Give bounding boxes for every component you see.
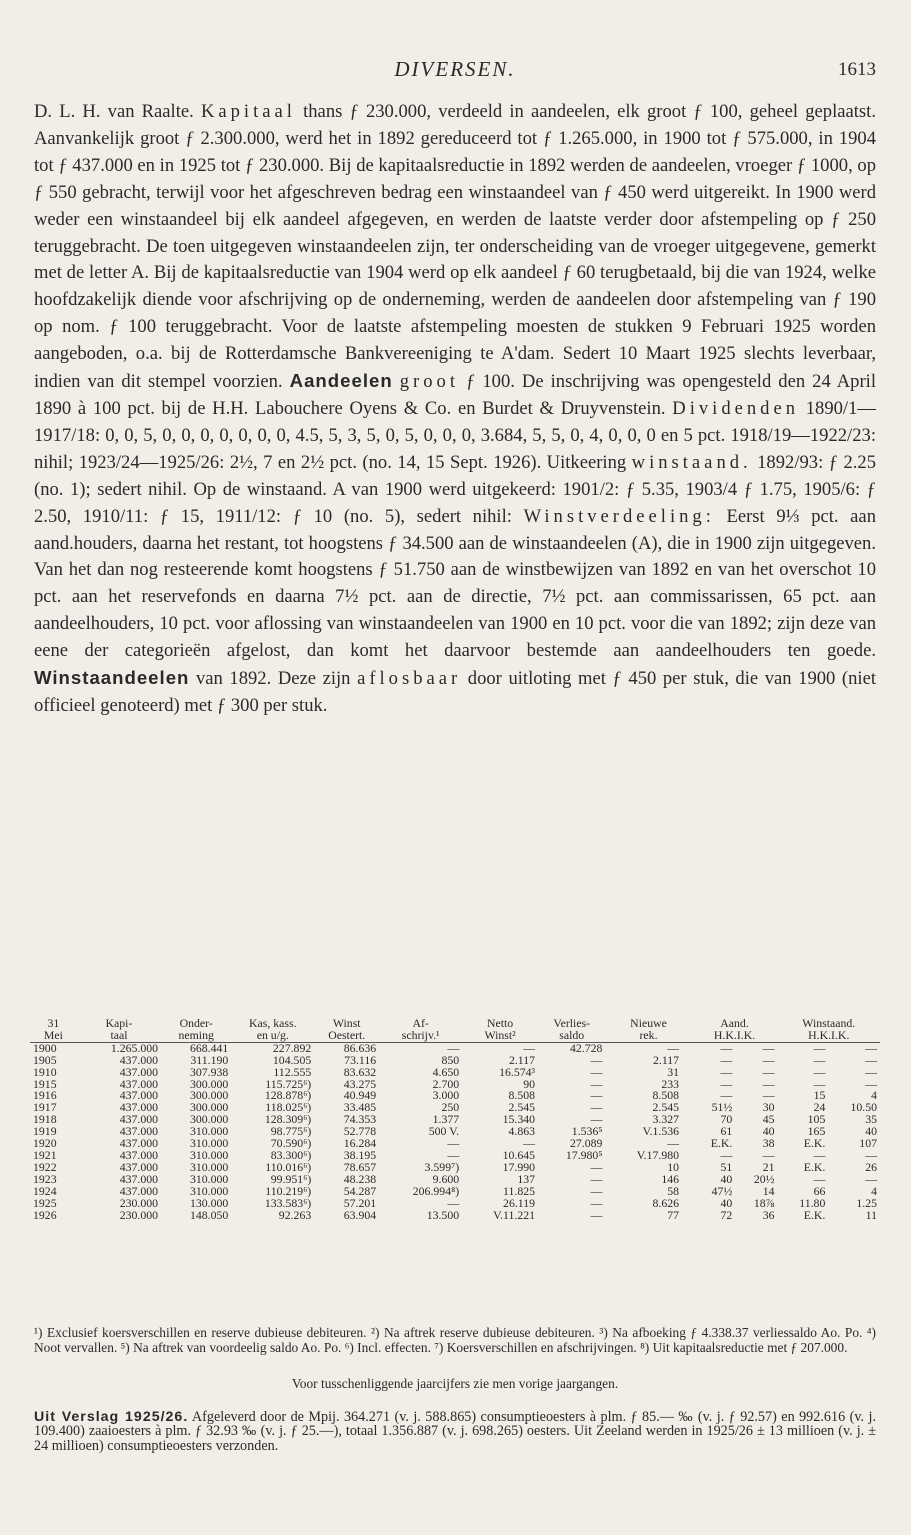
table-cell: 437.000 [119,1076,159,1091]
table-cell: E.K. [803,1207,826,1222]
table-cell [682,1102,692,1114]
redemption-text: door uitloting met ƒ 450 per stuk, die van 1900 (niet officieel genoteerd) met ƒ 300 per stuk. [34,668,876,716]
table-header-cell: taal [77,1030,161,1042]
dividend-text: 1890/1—1917/18: 0, 0, 5, 0, 0, 0, 0, 0, 0, 0, 4.5, 5, 3, 5, 0, 5, 0, 0, 0, 3.684, 5, 5, 0, 4, 0, 0, 0 en 5 pct. 1918/19—1922/23: nihil; 1923/24—1925/26: 2½, 7 en 2½ pct. (no. 14, 15 Sept. 1926). Uitkeering [34,397,876,473]
table-cell: 72 [720,1207,733,1222]
table-cell: 227.892 [272,1040,312,1055]
table-cell: 1905 [33,1052,57,1067]
table-cell: 310.000 [189,1171,229,1186]
table-cell: 437.000 [119,1171,159,1186]
table-cell: 3.327 [652,1112,680,1127]
footnotes: ¹) Exclusief koersverschillen en reserve dubieuse debiteuren. ²) Na aftrek reserve dubieuse debiteuren. ³) Na afboeking ƒ 4.338.37 verliessaldo Ao. Po. ⁴) Noot vervallen. ⁵) Na aftrek van voordeelig saldo Ao. Po. ⁶) Incl. effecten. ⁷) Koersverschillen en afschrijvingen. ⁸) Uit kapitaalsreductie met ƒ 207.000. [34,1325,876,1355]
table-cell: — [590,1207,603,1222]
table-cell: — [447,1040,460,1055]
table-cell: — [720,1052,733,1067]
table-cell: 233 [661,1076,680,1091]
table-cell: 58 [667,1183,680,1198]
table-header-cell: Winstaand. [802,1016,856,1030]
table-cell [682,1090,692,1102]
table-cell: 148.050 [189,1207,229,1222]
table-cell: — [865,1076,877,1091]
table-cell: 115.725⁶) [265,1076,312,1091]
winstaand-label: winstaand. [631,451,752,473]
table-cell: 1915 [33,1076,57,1091]
table-cell: 70.590⁶) [270,1136,312,1151]
table-cell: 310.000 [189,1159,229,1174]
table-cell [682,1055,692,1067]
company-entry [34,99,876,720]
table-cell: 437.000 [119,1088,159,1103]
table-cell: — [762,1040,775,1055]
table-cell: 1916 [33,1088,57,1103]
table-cell: 36 [762,1207,775,1222]
table-cell: 668.441 [189,1040,229,1055]
table-cell: 74.353 [343,1112,377,1127]
table-cell: 66 [813,1183,826,1198]
profit-distribution-text: Eerst 9⅓ pct. aan aand.houders, daarna het restant, tot hoogstens ƒ 34.500 aan de winstaandeelen (A), die in 1900 zijn uitgegeven. Van het dan nog resteerende komt hoogstens ƒ 51.750 aan de winstbewijzen van 1892 en van het overschot 10 pct. aan het reservefonds en daarna 7½ pct. aan de directie, 7½ pct. aan commissarissen, 65 pct. aan aandeelhouders, 10 pct. voor aflossing van winstaandeelen van 1900 en 10 pct. voor die van 1892; zijn deze van eene der categorieën afgelost, dan komt het daarvoor bestemde aan aandeelhouders ten goede. [34,505,876,662]
table-cell: 850 [441,1052,460,1067]
table-cell: 11 [865,1207,877,1222]
verslag-text: Afgeleverd door de Mpij. 364.271 (v. j. 588.865) consumptieoesters à plm. ƒ 85.— ‰ (v. j. ƒ 92.57) en 992.616 (v. j. 109.400) zaaioesters à plm. ƒ 32.93 ‰ (v. j. ƒ 25.—), totaal 1.356.887 (v. j. 698.265) oesters. Uit Zeeland werden in 1925/26 ± 13 millioen (v. j. ± 24 millioen) consumptieoesters verzonden. [34,1409,876,1454]
table-cell: 4 [871,1088,877,1103]
dividenden-heading: Dividenden [672,397,800,419]
table-cell: 63.904 [343,1207,377,1222]
kapitaal-heading: Kapitaal [200,101,296,122]
table-cell: 35 [865,1112,877,1127]
table-cell: 437.000 [119,1183,159,1198]
table-cell: — [762,1076,775,1091]
table-cell: 92.263 [278,1207,312,1222]
table-cell: E.K. [803,1159,826,1174]
table-cell: 118.025⁶) [265,1100,312,1115]
table-cell: 24 [813,1100,826,1115]
table-cell: 83.300⁶) [270,1147,312,1162]
table-cell [682,1210,692,1222]
page-title: DIVERSEN. [394,57,516,81]
table-body [30,1042,880,1221]
table-cell: 38 [762,1136,775,1151]
table-cell: — [762,1052,775,1067]
table-cell: — [720,1064,733,1079]
table-cell [682,1067,692,1079]
table-cell [682,1126,692,1138]
table-cell: 26 [865,1159,877,1174]
table-cell: 15.340 [502,1112,536,1127]
table-cell: 2.117 [652,1052,680,1067]
table-cell: — [590,1112,603,1127]
table-cell: 51½ [711,1100,733,1115]
table-cell: 11.825 [503,1183,536,1198]
table-cell: 437.000 [119,1052,159,1067]
table-cell: 2.545 [652,1100,680,1115]
table-cell: 128.309⁶) [264,1112,312,1127]
table-header-cell: H.K.I.K. [692,1030,778,1042]
table-cell: 300.000 [189,1100,229,1115]
table-cell: 78.657 [343,1159,377,1174]
table-cell [682,1138,692,1150]
table-cell: — [762,1088,775,1103]
table-cell: 43.275 [343,1076,377,1091]
table-cell: 1.25 [856,1195,877,1210]
table-cell: 500 V. [428,1124,460,1139]
table-cell [682,1150,692,1162]
table-header [30,1018,880,1042]
table-cell: — [720,1147,733,1162]
table-cell [682,1174,692,1186]
table-cell: — [865,1040,877,1055]
table-cell: 110.016⁶) [265,1159,312,1174]
table-cell: 1.265.000 [110,1040,159,1055]
table-cell: 51 [720,1159,733,1174]
table-cell: 27.089 [570,1136,603,1151]
table-cell: 42.728 [570,1040,603,1055]
table-cell: 206.994⁸) [412,1183,460,1198]
table-cell: 1918 [33,1112,57,1127]
table-cell: 250 [441,1100,460,1115]
table-header-cell: Winst² [462,1030,538,1042]
page-header [34,55,876,85]
table-header-cell: Onder- [179,1016,213,1030]
table-cell: 40 [865,1124,877,1139]
table-cell: 112.555 [273,1064,312,1079]
table-cell: E.K. [710,1136,733,1151]
table-cell: — [720,1088,733,1103]
table-cell: 54.287 [343,1183,377,1198]
verslag-heading: Uit Verslag 1925/26. [34,1409,189,1425]
table-cell: 18⅞ [753,1195,775,1210]
table-cell: 4.650 [432,1064,460,1079]
table-cell: V.17.980 [636,1147,680,1162]
table-cell: 437.000 [119,1159,159,1174]
table-cell: 437.000 [119,1100,159,1115]
table-cell: — [590,1076,603,1091]
table-cell: — [590,1100,603,1115]
table-header-cell: Mei [30,1030,77,1042]
table-header-cell: 31 [47,1016,60,1030]
table-cell: 1900 [33,1040,57,1055]
table-header-cell: Kapi- [105,1016,133,1030]
table-cell: — [813,1171,826,1186]
table-cell: — [813,1147,826,1162]
table-cell: — [447,1136,460,1151]
table-cell [682,1042,692,1054]
table-cell: 10.50 [850,1100,877,1115]
table-cell: 30 [762,1100,775,1115]
table-cell: 1.536⁵ [571,1124,603,1139]
table-cell: 130.000 [189,1195,229,1210]
table-cell: 1920 [33,1136,57,1151]
table-cell: 26.119 [503,1195,536,1210]
table-header-cell: Netto [486,1016,514,1030]
table-cell: 48.238 [343,1171,377,1186]
aandeelen-heading: Aandeelen [289,370,393,392]
table-row [30,1210,880,1222]
table-cell: 1917 [33,1100,57,1115]
groot-label: groot [399,371,459,393]
table-cell: — [813,1040,826,1055]
table-cell: 165 [807,1124,826,1139]
table-cell: 73.116 [344,1052,377,1067]
table-cell: 437.000 [119,1064,159,1079]
table-cell: 16.574³ [499,1064,536,1079]
table-cell: 2.545 [508,1100,536,1115]
table-cell: 17.980⁵ [565,1147,603,1162]
table-cell: 33.485 [343,1100,377,1115]
table-cell [682,1198,692,1210]
table-cell: 230.000 [119,1207,159,1222]
table-cell: 1919 [33,1124,57,1139]
table-header-cell: neming [161,1030,231,1042]
table-cell: 45 [762,1112,775,1127]
table-cell: 1921 [33,1147,57,1162]
table-cell: V.11.221 [493,1207,536,1222]
table-cell: — [447,1147,460,1162]
winstaandeelen-text: van 1892. Deze zijn [189,668,358,690]
table-cell: 61 [720,1124,733,1139]
table-cell [682,1186,692,1198]
table-cell: 1.377 [432,1112,460,1127]
table-cell: 300.000 [189,1088,229,1103]
table-cell: — [590,1052,603,1067]
table-cell: 146 [661,1171,680,1186]
table-header-cell: Aand. [720,1016,749,1030]
winstaand-text: 1892/93: ƒ 2.25 (no. 1); sedert nihil. Op de winstaand. A van 1900 werd uitgekeerd: 1901/2: ƒ 5.35, 1903/4 ƒ 1.75, 1905/6: ƒ 2.50, 1910/11: ƒ 15, 1911/12: ƒ 10 (no. 5), sedert nihil: [34,451,876,527]
aflosbaar-label: aflosbaar [357,668,462,690]
table-cell: 1924 [33,1183,57,1198]
table-cell: — [590,1183,603,1198]
table-cell: — [590,1171,603,1186]
table-header-cell: saldo [538,1030,605,1042]
table-cell: 14 [762,1183,775,1198]
table-cell: 40.949 [343,1088,377,1103]
table-cell: 133.583⁶) [264,1195,312,1210]
table-cell: 310.000 [189,1183,229,1198]
table-cell: — [720,1040,733,1055]
table-cell: 311.190 [190,1052,229,1067]
table-cell: 110.219⁶) [265,1183,312,1198]
table-cell: 1925 [33,1195,57,1210]
table-cell: 9.600 [432,1171,460,1186]
table-cell: — [762,1147,775,1162]
table-cell: 70 [720,1112,733,1127]
annual-report-excerpt [34,1410,876,1453]
interim-figures-note: Voor tusschenliggende jaarcijfers zie men vorige jaargangen. [291,1376,619,1391]
table-cell: 300.000 [189,1076,229,1091]
table-cell: 8.508 [508,1088,536,1103]
table-cell: 310.000 [189,1147,229,1162]
capital-text: thans ƒ 230.000, verdeeld in aandeelen, elk groot ƒ 100, geheel geplaatst. Aanvankelijk groot ƒ 2.300.000, werd het in 1892 gereduceerd tot ƒ 1.265.000, in 1900 tot ƒ 575.000, in 1904 tot ƒ 437.000 en in 1925 tot ƒ 230.000. Bij de kapitaalsreductie in 1892 werden de aandeelen, vroeger ƒ 1000, op ƒ 550 gebracht, terwijl voor het afgeschreven bedrag een winstaandeel van ƒ 450 werd uitgereikt. In 1900 werd weder een winstaandeel bij elk aandeel afgegeven, en werden de laatste verder door afstempeling op ƒ 250 teruggebracht. De toen uitgegeven winstaandeelen zijn, ter onderscheiding van de vroeger uitgegevene, gemerkt met de letter A. Bij de kapitaalsreductie van 1904 werd op elk aandeel ƒ 60 terugbetaald, bij die van 1924, welke hoofdzakelijk diende voor afschrijving op de onderneming, werden de aandeelen door afstempeling van ƒ 190 op nom. ƒ 100 teruggebracht. Voor de laatste afstempeling moesten de stukken 9 Februari 1925 worden aangeboden, o.a. bij de Rotterdamsche Bankvereeniging te A'dam. Sedert 10 Maart 1925 slechts leverbaar, indien van dit stempel voorzien. [34,101,876,393]
table-cell: — [523,1136,536,1151]
table-cell: 21 [762,1159,775,1174]
table-cell: — [590,1064,603,1079]
table-cell: 1910 [33,1064,57,1079]
table-cell: 83.632 [343,1064,377,1079]
table-cell: — [720,1076,733,1091]
table-header-cell: schrijv.¹ [379,1030,462,1042]
table-cell: — [590,1088,603,1103]
table-cell: — [667,1136,680,1151]
table-cell: 98.775⁶) [270,1124,312,1139]
table-cell: 17.990 [502,1159,536,1174]
table-cell: 230.000 [119,1195,159,1210]
table-cell [682,1079,692,1091]
table-cell: 11.80 [799,1195,826,1210]
entry-intro: D. L. H. van Raalte. [34,101,201,122]
table-header-cell: Oestert. [314,1030,379,1042]
table-header-cell: Nieuwe [630,1016,667,1030]
shares-text: ƒ 100. De inschrijving was opengesteld den 24 April 1890 à 100 pct. bij de H.H. Labouchere Oyens & Co. en Burdet & Druyvenstein. [34,371,877,419]
table-header-cell: Af- [412,1016,429,1030]
table-cell: 437.000 [119,1136,159,1151]
page-number: 1613 [838,59,876,80]
table-cell: — [523,1040,536,1055]
table-cell: E.K. [803,1136,826,1151]
table-cell: 52.778 [343,1124,377,1139]
table-cell: — [865,1171,877,1186]
table-cell: 10 [667,1159,680,1174]
table-cell [682,1162,692,1174]
winstverdeeling-heading: Winstverdeeling: [523,505,715,527]
table-header-cell: rek. [605,1030,691,1042]
table-cell: 99.951⁶) [270,1171,312,1186]
table-cell: 4 [871,1183,877,1198]
table-cell: V.1.536 [642,1124,680,1139]
financial-table [30,1018,880,1221]
table-header-cell: H.K.I.K. [778,1030,880,1042]
table-cell: — [865,1052,877,1067]
table-cell: — [813,1052,826,1067]
table-cell: — [813,1076,826,1091]
table-header-cell: Kas, kass. [249,1016,297,1030]
table-cell: 38.195 [343,1147,377,1162]
table-cell: 16.284 [343,1136,377,1151]
table-cell: 1923 [33,1171,57,1186]
winstaandeelen-heading: Winstaandeelen [34,667,190,689]
table-cell: 57.201 [343,1195,377,1210]
table-cell: 1926 [33,1207,57,1222]
table-cell: 128.878⁶) [264,1088,312,1103]
table-cell: 31 [667,1064,680,1079]
table-cell: 300.000 [189,1112,229,1127]
table-cell: 20½ [753,1171,775,1186]
table-cell: 105 [807,1112,826,1127]
table-cell: 47½ [711,1183,733,1198]
table-cell: 137 [517,1171,536,1186]
table-cell: 40 [762,1124,775,1139]
table-cell: 90 [523,1076,536,1091]
table-cell: — [590,1195,603,1210]
table-cell: — [865,1147,877,1162]
table-cell: 13.500 [426,1207,460,1222]
table-cell: — [590,1159,603,1174]
table-cell: 86.636 [343,1040,377,1055]
table-cell: 3.599⁷) [424,1159,460,1174]
table-cell: — [667,1040,680,1055]
table-cell: — [447,1195,460,1210]
table-cell: 4.863 [508,1124,536,1139]
table-cell: 437.000 [119,1147,159,1162]
table-cell: — [813,1064,826,1079]
table-header-cell: en u/g. [231,1030,314,1042]
table-cell: 104.505 [272,1052,312,1067]
table-cell: 10.645 [502,1147,536,1162]
table-cell: — [762,1064,775,1079]
table-cell: — [865,1064,877,1079]
table-header-cell: Verlies- [553,1016,591,1030]
table-cell: 437.000 [119,1124,159,1139]
table-cell: 8.508 [652,1088,680,1103]
table-header-cell: Winst [332,1016,361,1030]
table-cell: 437.000 [119,1112,159,1127]
table-cell [682,1114,692,1126]
table-cell: 77 [667,1207,680,1222]
table-cell: 40 [720,1171,733,1186]
table-cell: 40 [720,1195,733,1210]
table-cell: 307.938 [189,1064,229,1079]
table-cell: 3.000 [432,1088,460,1103]
table-cell: 1922 [33,1159,57,1174]
table-cell: 310.000 [189,1136,229,1151]
table-cell: 15 [813,1088,826,1103]
table-cell: 2.700 [432,1076,460,1091]
table-cell: 107 [859,1136,877,1151]
table-cell: 2.117 [508,1052,536,1067]
table-cell: 8.626 [652,1195,680,1210]
table-cell: 310.000 [189,1124,229,1139]
